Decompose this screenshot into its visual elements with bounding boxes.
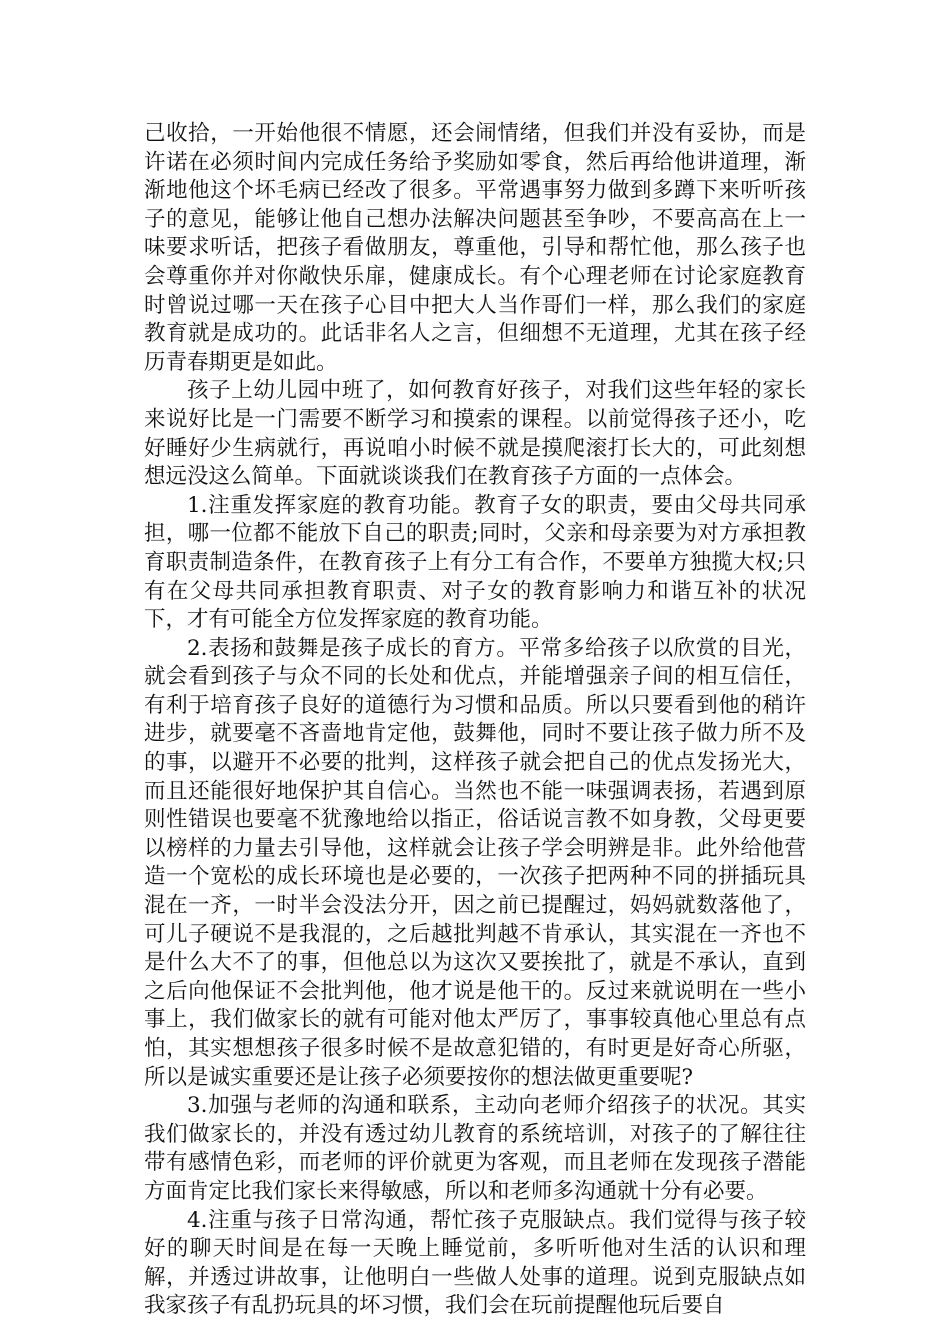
paragraph-point-2: 2.表扬和鼓舞是孩子成长的育方。平常多给孩子以欣赏的目光，就会看到孩子与众不同的长处和优点，并能增强亲子间的相互信任，有利于培育孩子良好的道德行为习惯和品质。所以只要看到他的稍许进步，就要毫不吝啬地肯定他，鼓舞他，同时不要让孩子做力所不及的事，以避开不必要的批判，这样孩子就会把自己的优点发扬光大，而且还能很好地保护其自信心。当然也不能一味强调表扬，若遇到原则性错误也要毫不犹豫地给以指正，俗话说言教不如身教，父母更要以榜样的力量去引导他，这样就会让孩子学会明辨是非。此外给他营造一个宽松的成长环境也是必要的，一次孩子把两种不同的拼插玩具混在一齐，一时半会没法分开，因之前已提醒过，妈妈就数落他了，可儿子硬说不是我混的，之后越批判越不肯承认，其实混在一齐也不是什么大不了的事，但他总以为这次又要挨批了，就是不承认，直到之后向他保证不会批判他，他才说是他干的。反过来就说明在一些小事上，我们做家长的就有可能对他太严厉了，事事较真他心里总有点怕，其实想想孩子很多时候不是故意犯错的，有时更是好奇心所驱，所以是诚实重要还是让孩子必须要按你的想法做更重要呢? bbox=[144, 635, 806, 1090]
paragraph-point-4: 4.注重与孩子日常沟通，帮忙孩子克服缺点。我们觉得与孩子较好的聊天时间是在每一天晚上睡觉前，多听听他对生活的认识和理解，并透过讲故事，让他明白一些做人处事的道理。说到克服缺点如我家孩子有乱扔玩具的坏习惯，我们会在玩前提醒他玩后要自 bbox=[144, 1207, 806, 1319]
paragraph-intro: 孩子上幼儿园中班了，如何教育好孩子，对我们这些年轻的家长来说好比是一门需要不断学习和摸索的课程。以前觉得孩子还小，吃好睡好少生病就行，再说咱小时候不就是摸爬滚打长大的，可此刻想想远没这么简单。下面就谈谈我们在教育孩子方面的一点体会。 bbox=[144, 378, 806, 490]
paragraph-point-3: 3.加强与老师的沟通和联系，主动向老师介绍孩子的状况。其实我们做家长的，并没有透过幼儿教育的系统培训，对孩子的了解往往带有感情色彩，而老师的评价就更为客观，而且老师在发现孩子潜能方面肯定比我们家长来得敏感，所以和老师多沟通就十分有必要。 bbox=[144, 1093, 806, 1204]
paragraph-continuation: 己收拾，一开始他很不情愿，还会闹情绪，但我们并没有妥协，而是许诺在必须时间内完成任务给予奖励如零食，然后再给他讲道理，渐渐地他这个坏毛病已经改了很多。平常遇事努力做到多蹲下来听听孩子的意见，能够让他自己想办法解决问题甚至争吵，不要高高在上一味要求听话，把孩子看做朋友，尊重他，引导和帮忙他，那么孩子也会尊重你并对你敞快乐扉，健康成长。有个心理老师在讨论家庭教育时曾说过哪一天在孩子心目中把大人当作哥们一样，那么我们的家庭教育就是成功的。此话非名人之言，但细想不无道理，尤其在孩子经历青春期更是如此。 bbox=[144, 121, 806, 375]
paragraph-point-1: 1.注重发挥家庭的教育功能。教育子女的职责，要由父母共同承担，哪一位都不能放下自己的职责;同时，父亲和母亲要为对方承担教育职责制造条件，在教育孩子上有分工有合作，不要单方独揽大权;只有在父母共同承担教育职责、对子女的教育影响力和谐互补的状况下，才有可能全方位发挥家庭的教育功能。 bbox=[144, 492, 806, 633]
document-page bbox=[144, 120, 806, 1321]
